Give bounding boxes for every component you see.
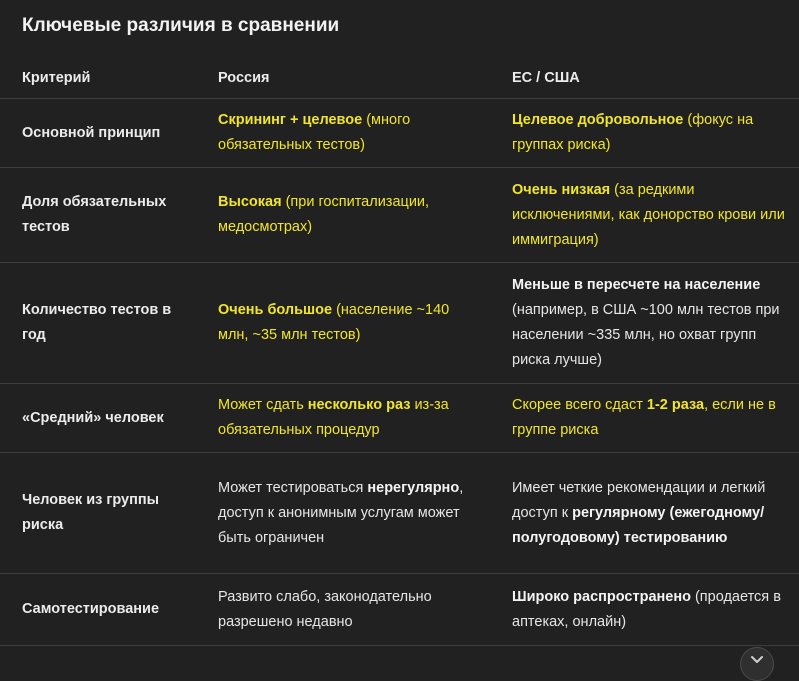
cell-text: , доступ к анонимным услугам может быть ограничен [218,479,464,546]
eu-us-cell [490,384,799,453]
russia-cell [196,99,490,168]
header-criterion: Критерий [22,69,91,86]
cell-text: (продается в аптеках, онлайн) [512,588,781,630]
russia-cell [196,384,490,453]
eu-us-cell [490,168,799,263]
scroll-down-button[interactable] [740,647,774,681]
cell-bold: Высокая [218,194,282,210]
header-eu-us: ЕС / США [512,69,580,86]
cell-bold: 1-2 раза [646,397,705,413]
criterion-cell: Количество тестов в год [22,302,172,343]
cell-text: Развито слабо, законодательно разрешено недавно [218,588,432,630]
eu-us-cell [490,263,799,384]
criterion-cell: Доля обязательных тестов [22,194,167,235]
eu-us-cell [490,574,799,646]
table-row [0,453,799,574]
cell-text: (например, в США ~100 млн тестов при населении ~335 млн, но охват групп риска лучше) [512,302,780,368]
header-russia: Россия [218,69,270,86]
cell-text: Имеет четкие рекомендации и легкий доступ к [512,479,766,521]
criterion-cell: Человек из группы риска [22,492,160,533]
chevron-down-icon [750,655,764,665]
cell-text: Может тестироваться [218,479,368,496]
cell-text: , если не в группе риска [512,397,776,438]
section-title: Ключевые различия в сравнении [22,15,340,36]
cell-bold: Широко распространено [512,588,691,605]
cell-text: Скорее всего сдаст [512,397,647,413]
table-row [0,99,799,168]
cell-bold: Очень низкая [512,181,611,198]
russia-cell [196,574,490,646]
cell-text: (население ~140 млн, ~35 млн тестов) [218,302,450,343]
russia-cell [196,453,490,574]
cell-bold: нерегулярно [367,479,460,496]
cell-text: из-за обязательных процедур [218,397,449,438]
table-row [0,574,799,646]
russia-cell [196,263,490,384]
table-row [0,263,799,384]
cell-bold: Целевое добровольное [512,112,684,128]
table-row [0,168,799,263]
cell-text: (за редкими исключениями, как донорство крови или иммиграция) [512,181,785,248]
russia-cell [196,168,490,263]
comparison-table [0,58,799,646]
cell-text: (при госпитализации, медосмотрах) [218,194,430,235]
eu-us-cell [490,99,799,168]
cell-text: Может сдать [218,397,308,413]
cell-bold: Очень большое [218,302,333,318]
cell-bold: Меньше в пересчете на население [512,277,761,293]
cell-bold: Скрининг + целевое [218,112,363,128]
cell-bold: регулярному (ежегодному/полугодовому) тестированию [512,504,765,546]
criterion-cell: «Средний» человек [22,409,164,426]
cell-text: (фокус на группах риска) [512,112,754,153]
cell-bold: несколько раз [307,397,411,413]
criterion-cell: Основной принцип [22,124,161,141]
table-header-row [0,58,799,99]
table-row [0,384,799,453]
cell-text: (много обязательных тестов) [218,112,411,153]
criterion-cell: Самотестирование [22,601,160,617]
eu-us-cell [490,453,799,574]
